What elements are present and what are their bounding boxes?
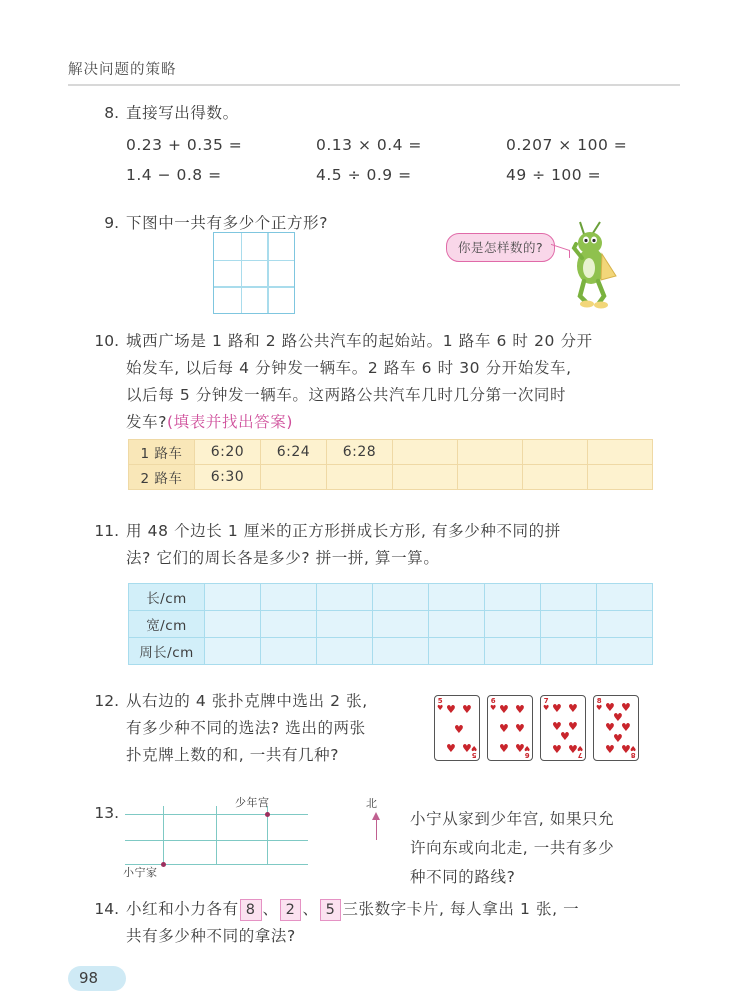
playing-card	[540, 695, 586, 761]
card-separator: 、	[262, 900, 279, 918]
map-label-destination: 少年宫	[235, 796, 270, 809]
heart-icon: ♥	[454, 723, 464, 736]
card-corner-rank	[490, 698, 496, 712]
table-cell[interactable]: 6:20	[195, 440, 261, 465]
row-label: 长/cm	[129, 584, 205, 611]
problem-10-last-line-prefix: 发车?	[126, 413, 168, 431]
expression-item: 1.4 − 0.8 =	[126, 166, 222, 184]
grid-line-vertical	[241, 233, 242, 313]
heart-icon: ♥	[568, 743, 578, 756]
problem-13-line: 小宁从家到少年宫, 如果只允	[410, 810, 615, 828]
table-row	[129, 465, 653, 490]
problem-12-line: 从右边的 4 张扑克牌中选出 2 张,	[126, 692, 368, 710]
expression-item: 0.207 × 100 =	[506, 136, 628, 154]
table-cell[interactable]	[373, 638, 429, 665]
table-cell[interactable]	[541, 638, 597, 665]
problem-10-line: 城西广场是 1 路和 2 路公共汽车的起始站。1 路车 6 时 20 分开	[126, 332, 593, 350]
table-cell[interactable]	[597, 638, 653, 665]
heart-icon: ♥	[552, 720, 562, 733]
table-cell[interactable]	[205, 584, 261, 611]
table-cell[interactable]	[317, 611, 373, 638]
map-grid-line-vertical	[163, 806, 164, 864]
heart-icon: ♥	[576, 744, 583, 752]
table-row	[129, 611, 653, 638]
problem-12-line: 扑克牌上数的和, 一共有几种?	[126, 746, 340, 764]
arrow-shaft	[376, 818, 377, 840]
card-corner-rank	[596, 698, 602, 712]
problem-8-prompt: 直接写出得数。	[126, 104, 239, 122]
problem-14	[92, 896, 579, 950]
heart-icon: ♥	[490, 704, 497, 712]
card-rank: 6	[490, 697, 496, 705]
heart-icon: ♥	[462, 703, 472, 716]
heart-icon: ♥	[621, 721, 631, 734]
route-map-figure	[123, 796, 340, 879]
problem-11-line: 法? 它们的周长各是多少? 拼一拼, 算一算。	[126, 549, 440, 567]
card-rank: 7	[577, 751, 583, 759]
grid-line-horizontal	[214, 286, 294, 287]
problem-14-text-before: 小红和小力各有	[126, 900, 239, 918]
problem-14-line	[126, 896, 579, 923]
problem-11	[92, 518, 561, 572]
playing-card	[487, 695, 533, 761]
card-rank: 5	[437, 697, 443, 705]
table-cell[interactable]: 6:28	[327, 440, 393, 465]
problem-11-body	[126, 518, 561, 572]
card-corner-rank	[437, 698, 443, 712]
heart-icon: ♥	[605, 743, 615, 756]
table-cell[interactable]	[523, 465, 588, 490]
number-card: 8	[240, 899, 262, 921]
heart-icon: ♥	[552, 743, 562, 756]
table-row	[129, 440, 653, 465]
table-cell[interactable]	[429, 638, 485, 665]
row-label: 1 路车	[129, 440, 195, 465]
table-row	[129, 638, 653, 665]
heart-icon: ♥	[605, 701, 615, 714]
problem-12-line: 有多少种不同的选法? 选出的两张	[126, 719, 366, 737]
problem-10-body	[126, 328, 593, 436]
problem-12-number: 12.	[94, 692, 119, 710]
home-dot	[161, 862, 166, 867]
problem-13-number: 13.	[94, 804, 119, 822]
heart-icon: ♥	[499, 703, 509, 716]
card-rank: 5	[471, 751, 477, 759]
problem-12	[92, 688, 368, 769]
heart-icon: ♥	[499, 742, 509, 755]
table-cell[interactable]	[429, 584, 485, 611]
grid-line-horizontal	[214, 260, 294, 261]
heart-icon: ♥	[515, 722, 525, 735]
table-cell[interactable]	[485, 638, 541, 665]
heart-icon: ♥	[621, 743, 631, 756]
table-cell[interactable]	[588, 440, 653, 465]
problem-10-last-line	[126, 409, 593, 436]
expression-item: 0.13 × 0.4 =	[316, 136, 422, 154]
problem-8-number: 8.	[104, 104, 119, 122]
problem-14-number: 14.	[94, 900, 119, 918]
row-label: 2 路车	[129, 465, 195, 490]
problem-14-body	[126, 896, 579, 950]
heart-icon: ♥	[446, 742, 456, 755]
table-cell[interactable]	[261, 584, 317, 611]
problem-10	[92, 328, 593, 436]
map-label-home: 小宁家	[123, 866, 158, 879]
heart-icon: ♥	[523, 744, 530, 752]
number-card: 2	[280, 899, 302, 921]
problem-10-number: 10.	[94, 332, 119, 350]
expression-item: 0.23 + 0.35 =	[126, 136, 243, 154]
table-cell[interactable]	[393, 465, 458, 490]
row-label: 宽/cm	[129, 611, 205, 638]
rectangle-dimensions-table	[128, 583, 653, 665]
heart-icon: ♥	[629, 744, 636, 752]
table-cell[interactable]	[597, 611, 653, 638]
problem-13	[92, 800, 126, 827]
page-header	[68, 58, 678, 86]
problem-11-number: 11.	[94, 522, 119, 540]
table-cell[interactable]	[485, 611, 541, 638]
page-number-badge	[68, 966, 126, 991]
table-cell[interactable]	[317, 638, 373, 665]
heart-icon: ♥	[470, 744, 477, 752]
number-card: 5	[320, 899, 342, 921]
problem-8	[92, 100, 696, 190]
table-cell[interactable]	[597, 584, 653, 611]
table-cell[interactable]	[261, 465, 327, 490]
problem-8-expression-grid	[126, 130, 696, 190]
table-cell[interactable]	[317, 584, 373, 611]
heart-icon: ♥	[499, 722, 509, 735]
playing-cards-group	[434, 695, 639, 761]
expression-item: 4.5 ÷ 0.9 =	[316, 166, 412, 184]
playing-card	[434, 695, 480, 761]
table-cell[interactable]	[541, 584, 597, 611]
table-cell[interactable]	[373, 611, 429, 638]
north-arrow-icon	[371, 812, 381, 840]
table-cell[interactable]: 6:24	[261, 440, 327, 465]
heart-icon: ♥	[621, 701, 631, 714]
problem-8-body	[126, 100, 696, 190]
heart-icon: ♥	[515, 742, 525, 755]
header-title: 解决问题的策略	[68, 62, 177, 78]
card-separator: 、	[302, 900, 319, 918]
destination-dot	[265, 812, 270, 817]
heart-icon: ♥	[462, 742, 472, 755]
heart-icon: ♥	[543, 704, 550, 712]
table-cell[interactable]	[485, 584, 541, 611]
card-rank: 8	[596, 697, 602, 705]
table-cell[interactable]	[523, 440, 588, 465]
heart-icon: ♥	[613, 732, 623, 745]
heart-icon: ♥	[446, 703, 456, 716]
map-label-north: 北	[366, 797, 378, 810]
heart-icon: ♥	[560, 730, 570, 743]
table-cell[interactable]: 6:30	[195, 465, 261, 490]
table-cell[interactable]	[205, 638, 261, 665]
expression-item: 49 ÷ 100 =	[506, 166, 602, 184]
problem-9-prompt: 下图中一共有多少个正方形?	[126, 214, 329, 232]
card-corner-rank	[543, 698, 549, 712]
card-rank: 6	[524, 751, 530, 759]
heart-icon: ♥	[605, 721, 615, 734]
table-cell[interactable]	[429, 611, 485, 638]
problem-14-line: 共有多少种不同的拿法?	[126, 927, 296, 945]
problem-12-body	[126, 688, 368, 769]
playing-card	[593, 695, 639, 761]
card-rank: 8	[630, 751, 636, 759]
table-cell[interactable]	[588, 465, 653, 490]
square-grid-figure	[213, 232, 295, 314]
heart-icon: ♥	[515, 703, 525, 716]
heart-icon: ♥	[568, 720, 578, 733]
bus-schedule-table	[128, 439, 653, 490]
heart-icon: ♥	[596, 704, 603, 712]
table-cell[interactable]	[261, 611, 317, 638]
table-row	[129, 584, 653, 611]
table-cell[interactable]	[373, 584, 429, 611]
heart-icon: ♥	[437, 704, 444, 712]
heart-icon: ♥	[568, 702, 578, 715]
table-cell[interactable]	[261, 638, 317, 665]
heart-icon: ♥	[552, 702, 562, 715]
speech-bubble: 你是怎样数的?	[446, 233, 555, 262]
problem-10-line: 以后每 5 分钟发一辆车。这两路公共汽车几时几分第一次同时	[126, 386, 567, 404]
row-label: 周长/cm	[129, 638, 205, 665]
table-cell[interactable]	[205, 611, 261, 638]
grid-line-vertical	[267, 233, 268, 313]
problem-13-line: 许向东或向北走, 一共有多少	[410, 839, 615, 857]
page-number: 98	[79, 969, 99, 987]
problem-10-hint: (填表并找出答案)	[167, 413, 294, 431]
card-rank: 7	[543, 697, 549, 705]
problem-13-line: 种不同的路线?	[410, 868, 516, 886]
problem-9-number: 9.	[104, 214, 119, 232]
problem-11-line: 用 48 个边长 1 厘米的正方形拼成长方形, 有多少种不同的拼	[126, 522, 561, 540]
table-cell[interactable]	[393, 440, 458, 465]
table-cell[interactable]	[458, 440, 523, 465]
table-cell[interactable]	[458, 465, 523, 490]
header-divider	[68, 84, 680, 86]
heart-icon: ♥	[613, 711, 623, 724]
grasshopper-mascot-icon	[560, 218, 622, 310]
problem-13-body	[410, 805, 614, 892]
problem-10-line: 始发车, 以后每 4 分钟发一辆车。2 路车 6 时 30 分开始发车,	[126, 359, 572, 377]
table-cell[interactable]	[541, 611, 597, 638]
table-cell[interactable]	[327, 465, 393, 490]
problem-14-text-after: 三张数字卡片, 每人拿出 1 张, 一	[342, 900, 580, 918]
map-grid-line-vertical	[216, 806, 217, 864]
